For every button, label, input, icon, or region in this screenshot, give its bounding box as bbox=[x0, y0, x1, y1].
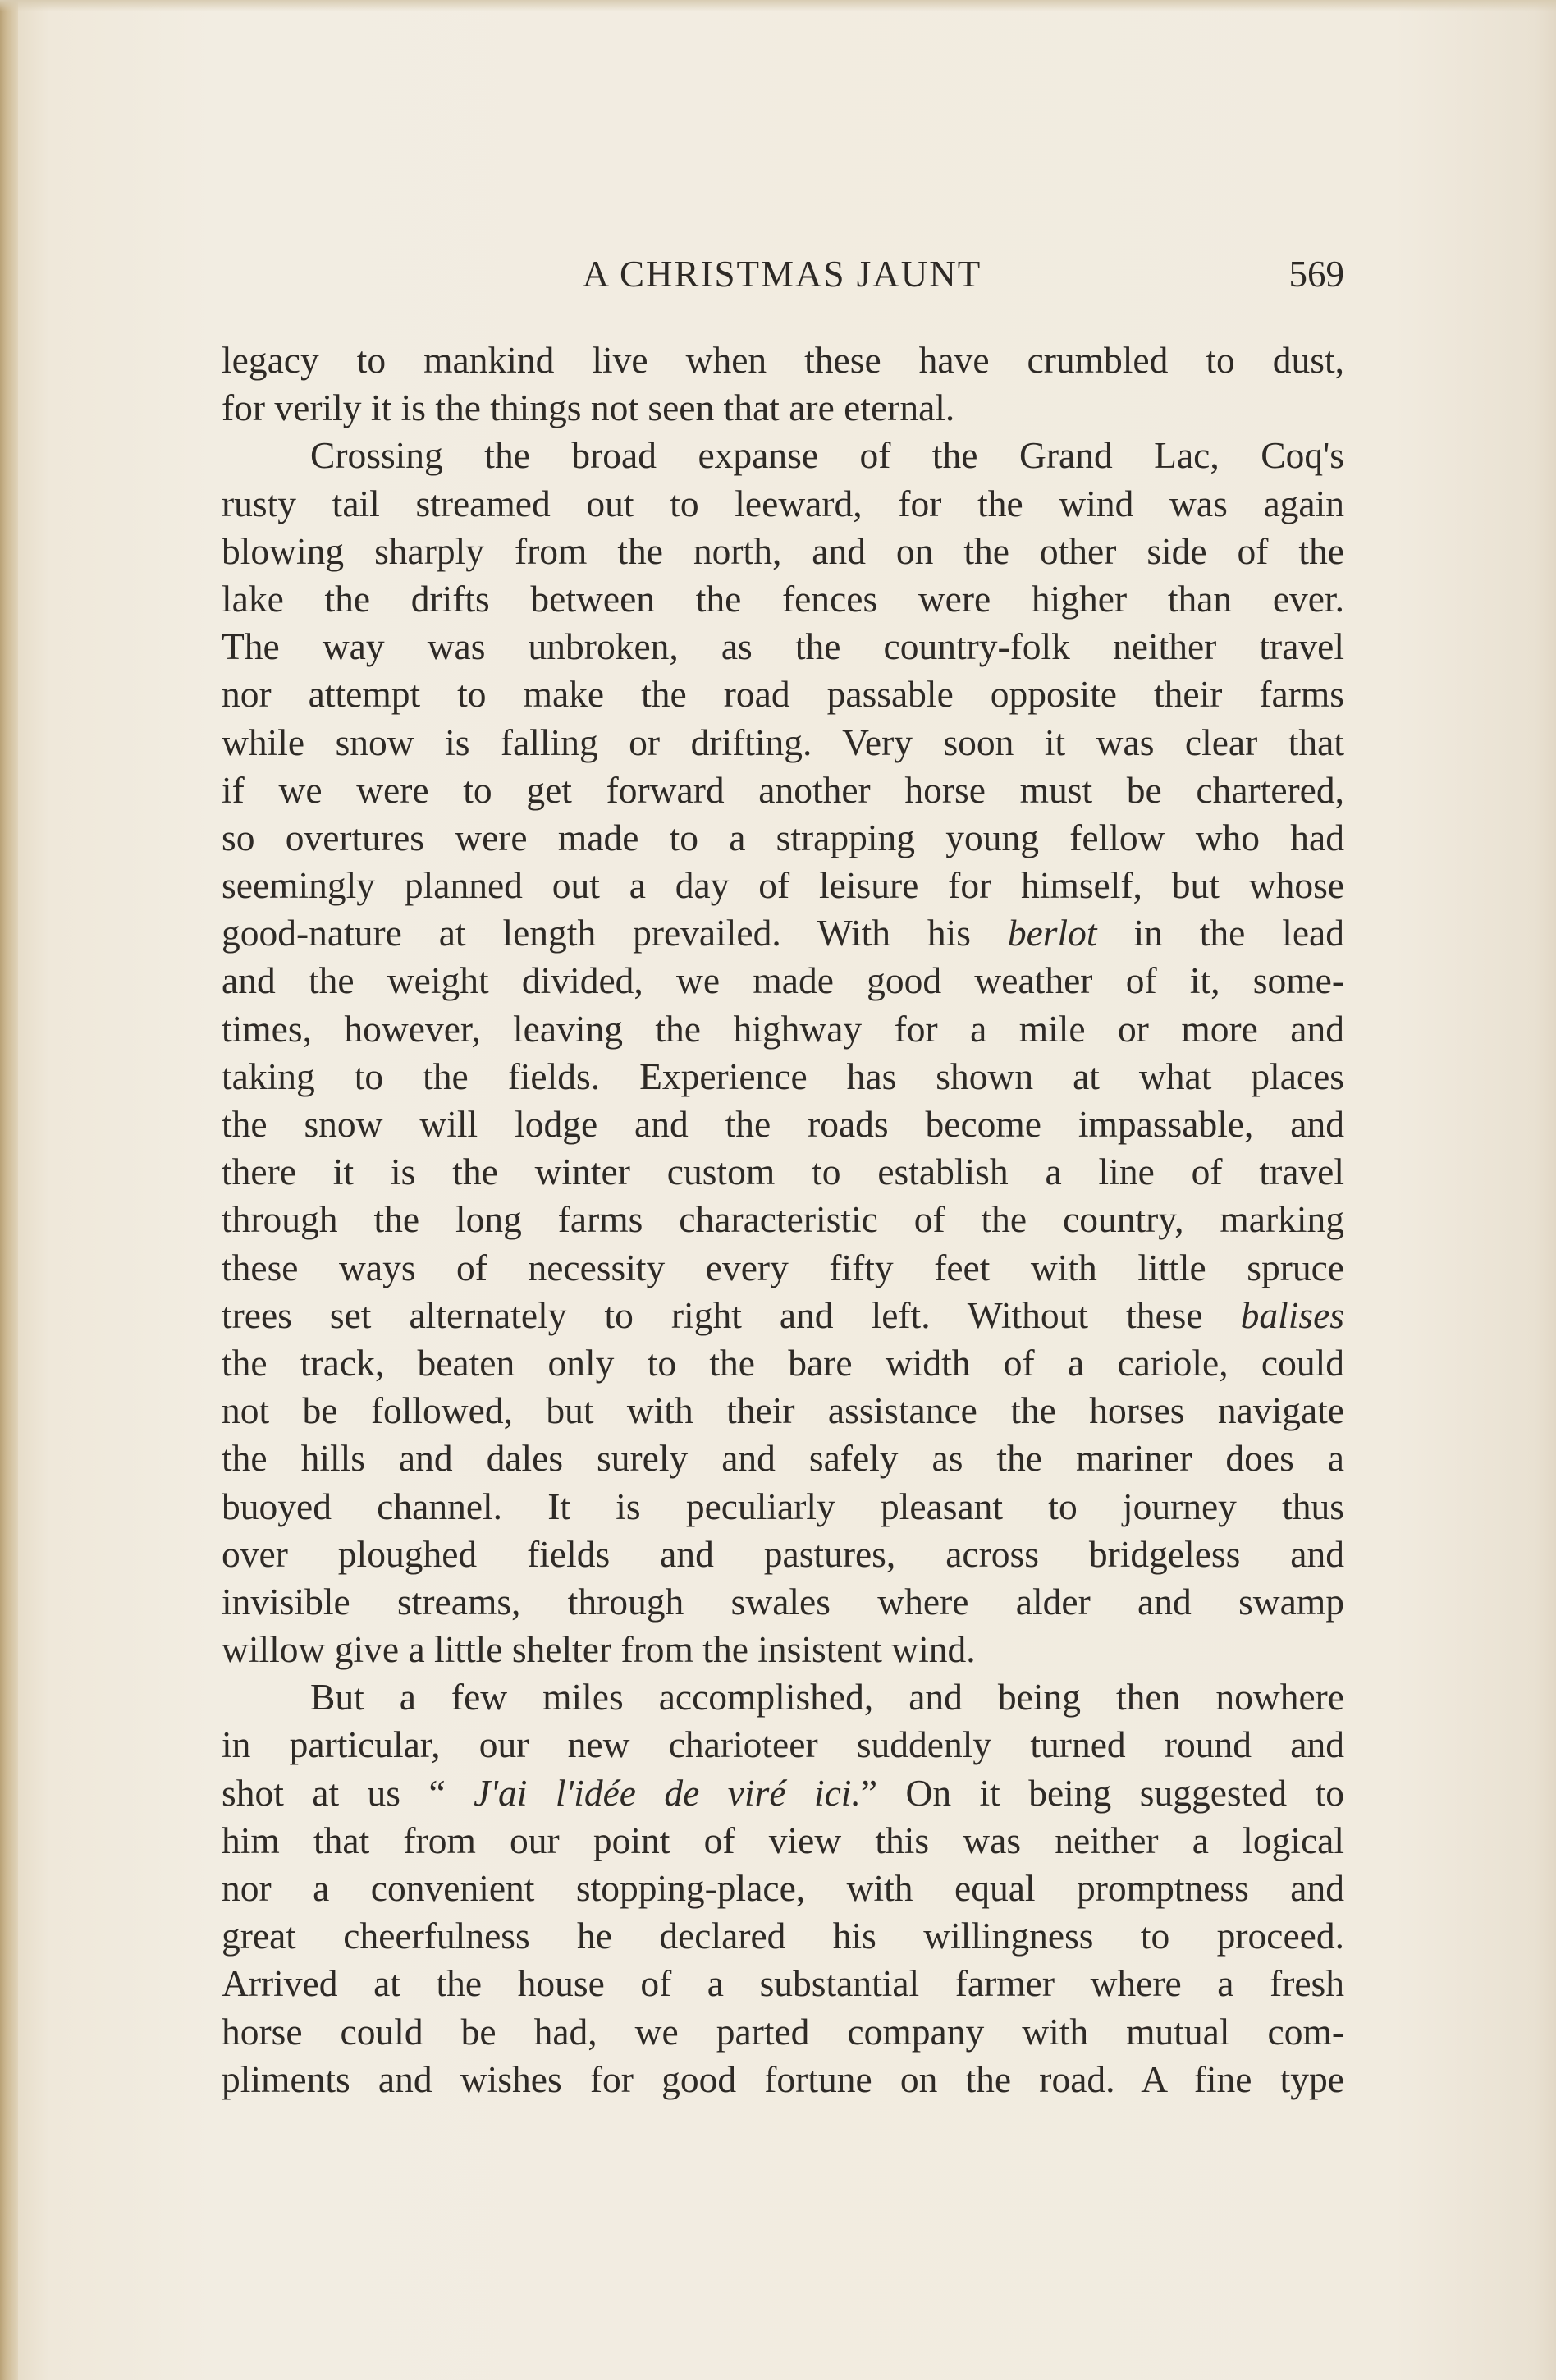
text-line: the snow will lodge and the roads become impassable, and bbox=[222, 1103, 1344, 1145]
text-line: willow give a little shelter from the insistent wind. bbox=[222, 1628, 976, 1671]
line-text: trees set alternately to right and left. Without these bbox=[222, 1293, 1241, 1336]
running-header bbox=[220, 249, 1344, 299]
page-number: 569 bbox=[1288, 254, 1344, 295]
text-line: through the long farms characteristic of the country, marking bbox=[222, 1198, 1344, 1241]
line-text: ” On it being suggested to bbox=[860, 1771, 1344, 1814]
text-line: The way was unbroken, as the country-folk neither travel bbox=[222, 625, 1344, 668]
text-line: buoyed channel. It is peculiarly pleasant to journey thus bbox=[222, 1485, 1344, 1527]
text-line: invisible streams, through swales where alder and swamp bbox=[222, 1580, 1344, 1623]
text-line: rusty tail streamed out to leeward, for the wind was again bbox=[222, 482, 1344, 524]
text-line: great cheerfulness he declared his willingness to proceed. bbox=[222, 1915, 1344, 1957]
text-line: pliments and wishes for good fortune on the road. A fine type bbox=[222, 2057, 1344, 2100]
paragraph-start-line: But a few miles accomplished, and being then nowhere bbox=[310, 1676, 1344, 1719]
text-line: the track, beaten only to the bare width of a cariole, could bbox=[222, 1341, 1344, 1384]
text-line: blowing sharply from the north, and on the other side of the bbox=[222, 529, 1344, 572]
italic-term: berlot bbox=[1007, 912, 1097, 954]
text-line: Arrived at the house of a substantial farmer where a fresh bbox=[222, 1962, 1344, 2005]
text-line: legacy to mankind live when these have crumbled to dust, bbox=[222, 339, 1344, 381]
text-line: if we were to get forward another horse must be chartered, bbox=[222, 768, 1344, 811]
running-title: A CHRISTMAS JAUNT bbox=[582, 254, 982, 295]
page-gutter-shadow bbox=[0, 0, 18, 2380]
text-line: times, however, leaving the highway for a mile or more and bbox=[222, 1007, 1344, 1050]
text-line-with-italic bbox=[222, 1292, 1344, 1339]
text-line: lake the drifts between the fences were higher than ever. bbox=[222, 577, 1344, 620]
text-line: not be followed, but with their assistance the horses navigate bbox=[222, 1389, 1344, 1432]
text-line: while snow is falling or drifting. Very soon it was clear that bbox=[222, 721, 1344, 763]
body-text bbox=[222, 336, 1344, 2103]
text-line: horse could be had, we parted company with mutual com- bbox=[222, 2010, 1344, 2053]
line-text: shot at us “ bbox=[222, 1771, 474, 1814]
paragraph-start-line: Crossing the broad expanse of the Grand Lac, Coq's bbox=[310, 434, 1344, 477]
line-text: good-nature at length prevailed. With his bbox=[222, 912, 1008, 954]
text-line: over ploughed fields and pastures, across bridgeless and bbox=[222, 1532, 1344, 1575]
text-line: the hills and dales surely and safely as the mariner does a bbox=[222, 1437, 1344, 1480]
text-line: for verily it is the things not seen that are eternal. bbox=[222, 387, 955, 429]
text-line: and the weight divided, we made good weather of it, some- bbox=[222, 959, 1344, 1002]
text-line: nor attempt to make the road passable opposite their farms bbox=[222, 673, 1344, 716]
text-line: taking to the fields. Experience has shown at what places bbox=[222, 1055, 1344, 1097]
text-line: these ways of necessity every fifty feet with little spruce bbox=[222, 1246, 1344, 1288]
text-line: there it is the winter custom to establish a line of travel bbox=[222, 1151, 1344, 1193]
text-line-with-italic bbox=[222, 1769, 1344, 1817]
text-line: him that from our point of view this was neither a logical bbox=[222, 1819, 1344, 1861]
italic-term: balises bbox=[1240, 1293, 1344, 1336]
italic-quote: J'ai l'idée de viré ici. bbox=[474, 1771, 861, 1814]
text-line: seemingly planned out a day of leisure for himself, but whose bbox=[222, 864, 1344, 907]
page-top-edge bbox=[0, 0, 1556, 11]
line-text: in the lead bbox=[1096, 912, 1344, 954]
text-line: nor a convenient stopping-place, with equal promptness and bbox=[222, 1867, 1344, 1909]
text-line: in particular, our new charioteer suddenly turned round and bbox=[222, 1723, 1344, 1766]
text-line-with-italic bbox=[222, 909, 1344, 957]
text-line: so overtures were made to a strapping young fellow who had bbox=[222, 816, 1344, 858]
